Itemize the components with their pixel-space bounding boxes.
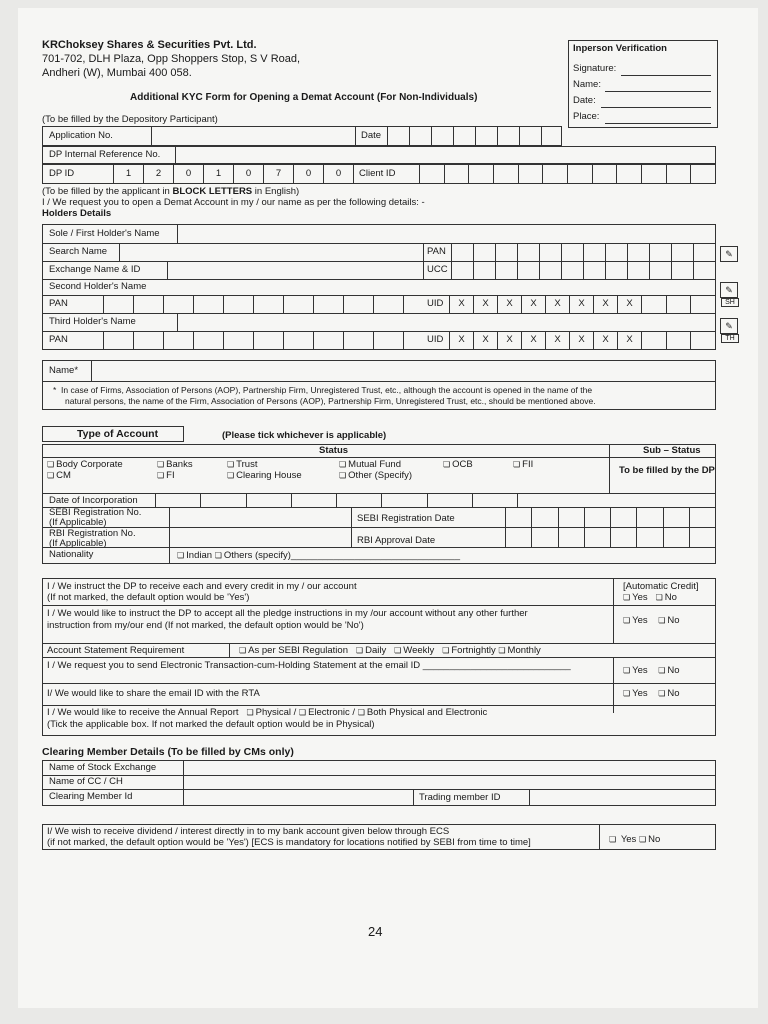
type-of-account-header: Type of Account (42, 426, 184, 442)
stock-exchange-label: Name of Stock Exchange (49, 762, 157, 773)
signature-stamp-icon: ✎ (720, 246, 738, 262)
name-note-1: * In case of Firms, Association of Persons (AOP), Partnership Firm, Unregistered Trust, etc., although the account is opened in the name of the (53, 385, 593, 395)
ocb-option[interactable]: ❏ OCB (443, 459, 473, 470)
ucc-boxes[interactable] (451, 261, 715, 279)
dp-digit: 0 (323, 165, 353, 183)
company-name: KRChoksey Shares & Securities Pvt. Ltd. (42, 39, 257, 51)
ecs-yes-no[interactable]: ❏ Yes ❏ No (609, 834, 660, 845)
third-uid-label: UID (427, 334, 444, 345)
rta-label: I/ We would like to share the email ID with the RTA (47, 688, 260, 699)
second-uid-label: UID (427, 298, 444, 309)
credit-line-1: I / We instruct the DP to receive each and every credit in my / our account (47, 581, 357, 592)
status-header: Status (319, 445, 349, 456)
dp-ref-row (42, 146, 716, 164)
automatic-credit-label: [Automatic Credit] (623, 581, 699, 592)
clearing-member-id-label: Clearing Member Id (49, 791, 133, 802)
dp-digit: 0 (293, 165, 323, 183)
credit-line-2: (If not marked, the default option would be 'Yes') (47, 592, 250, 603)
email-request-label: I / We request you to send Electronic Transaction-cum-Holding Statement at the email ID ____________________________ (47, 660, 571, 671)
annual-report-line[interactable]: I / We would like to receive the Annual Report ❏ Physical / ❏ Electronic / ❏ Both Physical and Electronic (47, 707, 487, 718)
name-note-2: natural persons, the name of the Firm, Association of Persons (AOP), Partnership Firm, Unregistered Trust, etc., should be mentioned above. (65, 396, 596, 406)
name-box (42, 360, 716, 410)
inperson-verification-box (568, 40, 718, 128)
fii-option[interactable]: ❏ FII (513, 459, 533, 470)
pledge-line-2: instruction from my/our end (If not marked, the default option would be 'No') (47, 620, 364, 631)
credit-yes-no[interactable]: ❏ Yes ❏ No (623, 592, 677, 603)
doi-label: Date of Incorporation (49, 495, 138, 506)
form-page (18, 8, 758, 1008)
dp-id-digits (113, 165, 353, 183)
cc-ch-label: Name of CC / CH (49, 776, 123, 787)
company-address-1: 701-702, DLH Plaza, Opp Shoppers Stop, S V Road, (42, 53, 301, 65)
statement-requirement-label: Account Statement Requirement (47, 645, 185, 656)
rta-yes-no[interactable]: ❏ Yes ❏ No (623, 688, 680, 699)
mutual-fund-option[interactable]: ❏ Mutual Fund (339, 459, 401, 470)
second-holder-label: Second Holder's Name (49, 281, 147, 292)
pan-boxes[interactable] (451, 243, 715, 261)
substatus-header: Sub – Status (643, 445, 701, 456)
sh-label: SH (721, 298, 739, 307)
dp-id-row (42, 164, 716, 184)
sole-holder-label: Sole / First Holder's Name (49, 228, 160, 239)
doi-boxes[interactable] (155, 493, 517, 507)
applicant-note: (To be filled by the applicant in BLOCK LETTERS in English) (42, 186, 300, 197)
trust-option[interactable]: ❏ Trust (227, 459, 257, 470)
bodycorp-option[interactable]: ❏ Body Corporate (47, 459, 123, 470)
nationality-options[interactable]: ❏ Indian ❏ Others (specify)________________________________ (177, 550, 460, 561)
date-boxes[interactable] (387, 127, 563, 145)
email-yes-no[interactable]: ❏ Yes ❏ No (623, 665, 680, 676)
application-row (42, 126, 562, 146)
holders-table (42, 224, 716, 350)
dp-digit: 1 (113, 165, 143, 183)
ecs-box (42, 824, 716, 850)
nationality-label: Nationality (49, 549, 94, 560)
tick-note: (Please tick whichever is applicable) (222, 430, 387, 441)
third-pan-boxes[interactable] (103, 331, 403, 349)
ecs-line-2: (if not marked, the default option would be 'Yes') [ECS is mandatory for locations notified by SEBI from time to time] (47, 837, 531, 848)
client-id-boxes[interactable] (419, 165, 715, 183)
trading-member-id-label: Trading member ID (419, 792, 501, 803)
applicant-request: I / We request you to open a Demat Account in my / our name as per the following details: - (42, 197, 425, 208)
sebi-date-label: SEBI Registration Date (357, 513, 455, 524)
second-uid-boxes[interactable]: X X X X X X X X (449, 295, 641, 313)
sebi-date-boxes[interactable] (505, 507, 715, 527)
clearing-house-option[interactable]: ❏ Clearing House (227, 470, 302, 481)
name-star-label: Name* (49, 365, 79, 376)
instructions-table (42, 578, 716, 736)
date-field-label: Date (361, 130, 382, 141)
pan-label: PAN (427, 246, 446, 257)
third-uid-boxes[interactable]: X X X X X X X X (449, 331, 641, 349)
fi-option[interactable]: ❏ FI (157, 470, 175, 481)
dp-id-label: DP ID (49, 168, 75, 179)
second-pan-label: PAN (49, 298, 68, 309)
pledge-line-1: I / We would like to instruct the DP to accept all the pledge instructions in my /our account without any other further (47, 608, 528, 619)
search-name-label: Search Name (49, 246, 108, 257)
annual-report-note: (Tick the applicable box. If not marked the default option would be in Physical) (47, 719, 375, 730)
second-pan-boxes[interactable] (103, 295, 403, 313)
dp-digit: 1 (203, 165, 233, 183)
cm-option[interactable]: ❏ CM (47, 470, 71, 481)
holders-details-heading: Holders Details (42, 208, 112, 219)
dp-digit: 7 (263, 165, 293, 183)
dp-digit: 2 (143, 165, 173, 183)
client-id-label: Client ID (359, 168, 396, 179)
banks-option[interactable]: ❏ Banks (157, 459, 193, 470)
signature-stamp-icon: ✎ (720, 318, 738, 334)
ecs-line-1: I/ We wish to receive dividend / interest directly in to my bank account given below through ECS (47, 826, 450, 837)
ucc-label: UCC (427, 264, 448, 275)
dp-fill-note: To be filled by the DP (619, 465, 715, 476)
dp-digit: 0 (173, 165, 203, 183)
signature-stamp-icon: ✎ (720, 282, 738, 298)
rbi-date-boxes[interactable] (505, 527, 715, 547)
clearing-member-heading: Clearing Member Details (To be filled by CMs only) (42, 746, 294, 758)
rbi-date-label: RBI Approval Date (357, 535, 436, 546)
th-label: TH (721, 334, 739, 343)
clearing-member-table (42, 760, 716, 806)
application-no-label: Application No. (49, 130, 113, 141)
dp-note: (To be filled by the Depository Participant) (42, 114, 218, 125)
sebi-reg-label: SEBI Registration No. (If Applicable) (49, 507, 142, 528)
statement-frequency-options[interactable]: ❏ As per SEBI Regulation ❏ Daily ❏ Weekly ❏ Fortnightly ❏ Monthly (239, 645, 541, 656)
third-holder-label: Third Holder's Name (49, 316, 136, 327)
signature-label: Signature: (573, 63, 617, 74)
rbi-reg-label: RBI Registration No. (If Applicable) (49, 528, 136, 549)
exchange-label: Exchange Name & ID (49, 264, 141, 275)
inperson-title: Inperson Verification (573, 43, 667, 54)
form-title: Additional KYC Form for Opening a Demat Account (For Non-Individuals) (130, 92, 478, 103)
page-number: 24 (368, 924, 383, 939)
account-table (42, 444, 716, 564)
dp-ref-label: DP Internal Reference No. (49, 149, 161, 160)
pledge-yes-no[interactable]: ❏ Yes ❏ No (623, 615, 680, 626)
company-address-2: Andheri (W), Mumbai 400 058. (42, 67, 192, 79)
dp-digit: 0 (233, 165, 263, 183)
date-label: Date: (573, 95, 596, 106)
place-label: Place: (573, 111, 600, 122)
name-label: Name: (573, 79, 601, 90)
other-option[interactable]: ❏ Other (Specify) (339, 470, 412, 481)
third-pan-label: PAN (49, 334, 68, 345)
